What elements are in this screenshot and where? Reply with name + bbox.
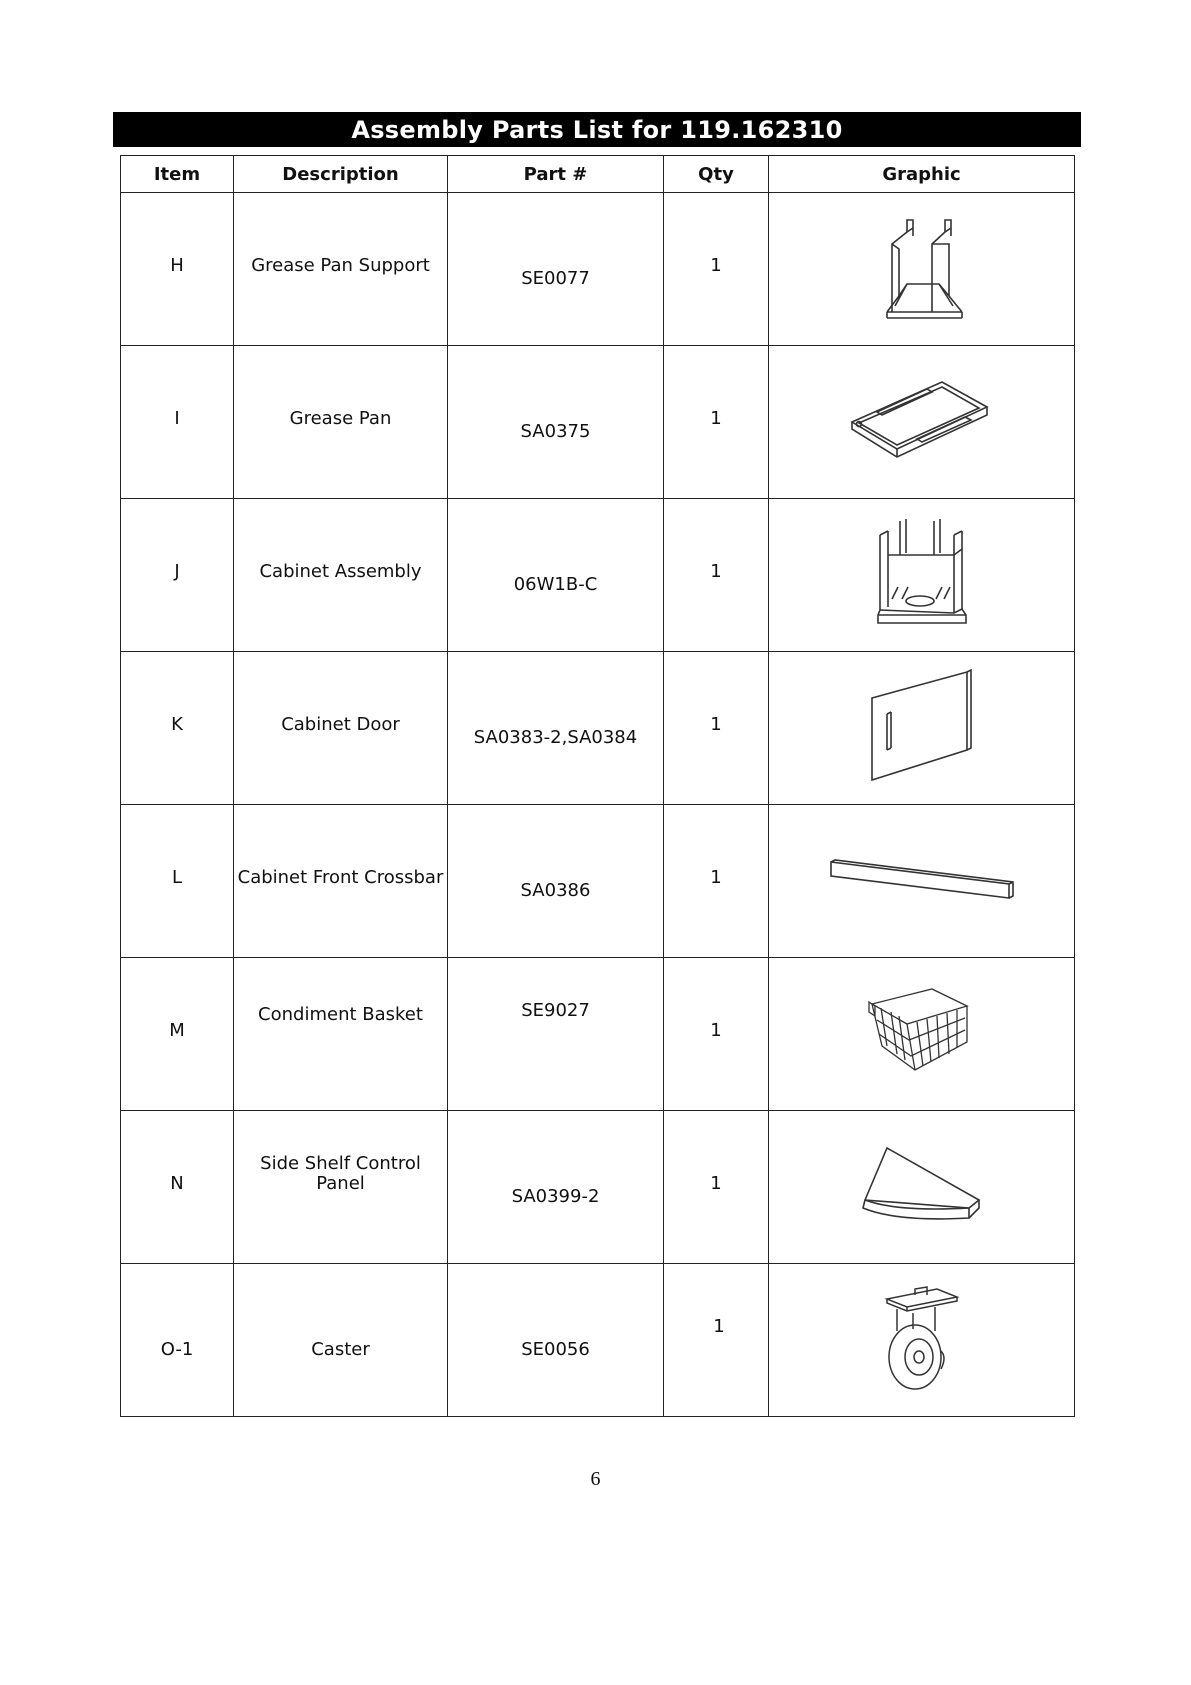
item-cell: H (170, 255, 184, 276)
item-cell: O-1 (160, 1339, 194, 1360)
page-number: 6 (590, 1468, 601, 1490)
cabinet-door-icon (867, 668, 977, 788)
item-cell: L (171, 867, 183, 888)
header-graphic: Graphic (769, 156, 1075, 193)
item-cell: K (171, 714, 183, 735)
grease-pan-support-icon (867, 214, 977, 324)
qty-cell: 1 (710, 1020, 722, 1041)
table-row (121, 805, 1075, 958)
description-cell: Cabinet Front Crossbar (237, 867, 444, 888)
description-cell: Cabinet Door (281, 714, 400, 735)
table-row (121, 1264, 1075, 1417)
table-row (121, 193, 1075, 346)
part-cell: 06W1B-C (513, 574, 598, 595)
qty-cell: 1 (710, 1173, 722, 1194)
part-cell: SE0077 (521, 268, 590, 289)
part-cell: SE0056 (521, 1339, 590, 1360)
qty-cell: 1 (710, 714, 722, 735)
part-cell: SA0399-2 (511, 1186, 600, 1207)
description-cell: Grease Pan Support (251, 255, 430, 276)
side-shelf-panel-icon (857, 1142, 987, 1232)
parts-table (120, 155, 1075, 1417)
cabinet-assembly-icon (862, 515, 982, 635)
part-cell: SA0386 (520, 880, 591, 901)
header-item: Item (121, 156, 234, 193)
page-title: Assembly Parts List for 119.162310 (113, 112, 1081, 147)
qty-cell: 1 (713, 1316, 725, 1337)
table-row (121, 958, 1075, 1111)
part-cell: SA0383-2,SA0384 (473, 727, 638, 748)
header-description: Description (234, 156, 448, 193)
description-cell-line2: Panel (316, 1173, 365, 1194)
part-cell: SE9027 (521, 1000, 590, 1021)
table-header-row (121, 156, 1075, 193)
qty-cell: 1 (710, 408, 722, 429)
table-row (121, 499, 1075, 652)
item-cell: N (170, 1173, 184, 1194)
item-cell: M (169, 1020, 185, 1041)
crossbar-icon (827, 856, 1017, 906)
table-row (121, 346, 1075, 499)
table-row (121, 652, 1075, 805)
description-cell: Caster (311, 1339, 370, 1360)
qty-cell: 1 (710, 867, 722, 888)
item-cell: J (174, 561, 180, 582)
header-part: Part # (448, 156, 664, 193)
description-cell: Condiment Basket (258, 1004, 423, 1025)
table-row (121, 1111, 1075, 1264)
description-cell: Grease Pan (289, 408, 392, 429)
grease-pan-icon (847, 367, 997, 477)
item-cell: I (174, 408, 180, 429)
qty-cell: 1 (710, 561, 722, 582)
description-cell-line1: Side Shelf Control (260, 1153, 421, 1174)
description-cell: Cabinet Assembly (259, 561, 422, 582)
caster-icon (877, 1285, 967, 1395)
qty-cell: 1 (710, 255, 722, 276)
condiment-basket-icon (867, 984, 977, 1084)
part-cell: SA0375 (520, 421, 591, 442)
header-qty: Qty (664, 156, 769, 193)
